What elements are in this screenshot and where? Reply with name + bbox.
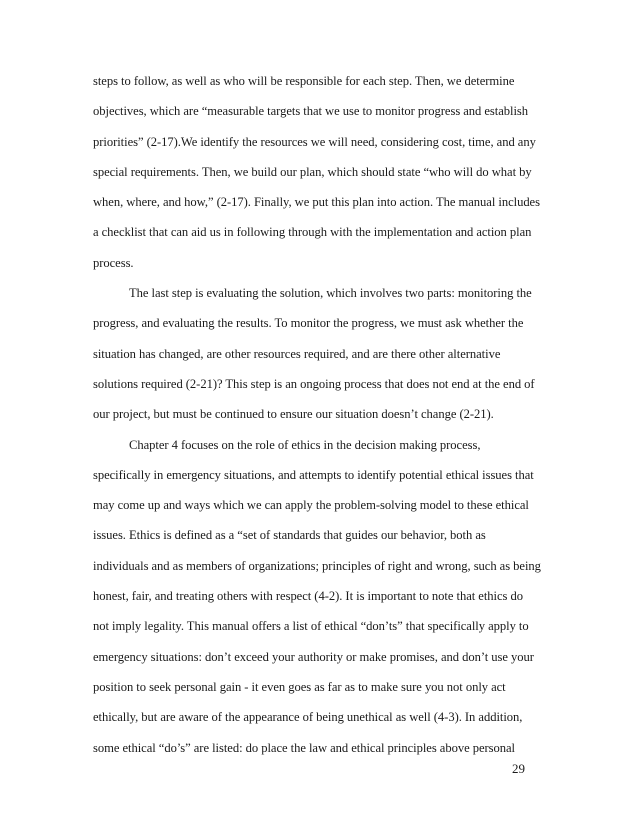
text-line: priorities” (2-17).We identify the resources we will need, considering cost, time, and any xyxy=(93,134,536,149)
text-line: steps to follow, as well as who will be responsible for each step. Then, we determine xyxy=(93,74,515,88)
text-line: when, where, and how,” (2-17). Finally, we put this plan into action. The manual includes xyxy=(93,195,540,210)
text-line: ethically, but are aware of the appearance of being unethical as well (4-3). In addition, xyxy=(93,710,523,725)
text-line: objectives, which are “measurable targets that we use to monitor progress and establish xyxy=(93,104,529,119)
text-line: solutions required (2-21)? This step is an ongoing process that does not end at the end of xyxy=(93,376,535,391)
text-line: may come up and ways which we can apply the problem-solving model to these ethical xyxy=(93,498,529,513)
text-line: a checklist that can aid us in following through with the implementation and action plan xyxy=(93,225,532,240)
body-text xyxy=(93,66,553,763)
text-line: situation has changed, are other resources required, and are there other alternative xyxy=(93,346,501,361)
text-line: special requirements. Then, we build our plan, which should state “who will do what by xyxy=(93,164,532,179)
text-line: some ethical “do’s” are listed: do place the law and ethical principles above personal xyxy=(93,740,515,755)
page-number: 29 xyxy=(512,761,525,776)
text-line: specifically in emergency situations, and attempts to identify potential ethical issues that xyxy=(93,467,534,482)
text-line: progress, and evaluating the results. To monitor the progress, we must ask whether the xyxy=(93,316,524,331)
text-line: individuals and as members of organizations; principles of right and wrong, such as being xyxy=(93,558,541,573)
text-line: not imply legality. This manual offers a list of ethical “don’ts” that specifically apply to xyxy=(93,619,529,634)
text-line: The last step is evaluating the solution, which involves two parts: monitoring the xyxy=(129,286,532,301)
text-line: position to seek personal gain - it even goes as far as to make sure you not only act xyxy=(93,679,506,694)
text-line: honest, fair, and treating others with respect (4-2). It is important to note that ethics do xyxy=(93,589,523,604)
text-line: our project, but must be continued to ensure our situation doesn’t change (2-21). xyxy=(93,407,494,422)
text-line: Chapter 4 focuses on the role of ethics in the decision making process, xyxy=(129,437,481,452)
text-line: issues. Ethics is defined as a “set of standards that guides our behavior, both as xyxy=(93,528,486,543)
text-line: process. xyxy=(93,255,134,270)
text-line: emergency situations: don’t exceed your authority or make promises, and don’t use your xyxy=(93,649,534,664)
